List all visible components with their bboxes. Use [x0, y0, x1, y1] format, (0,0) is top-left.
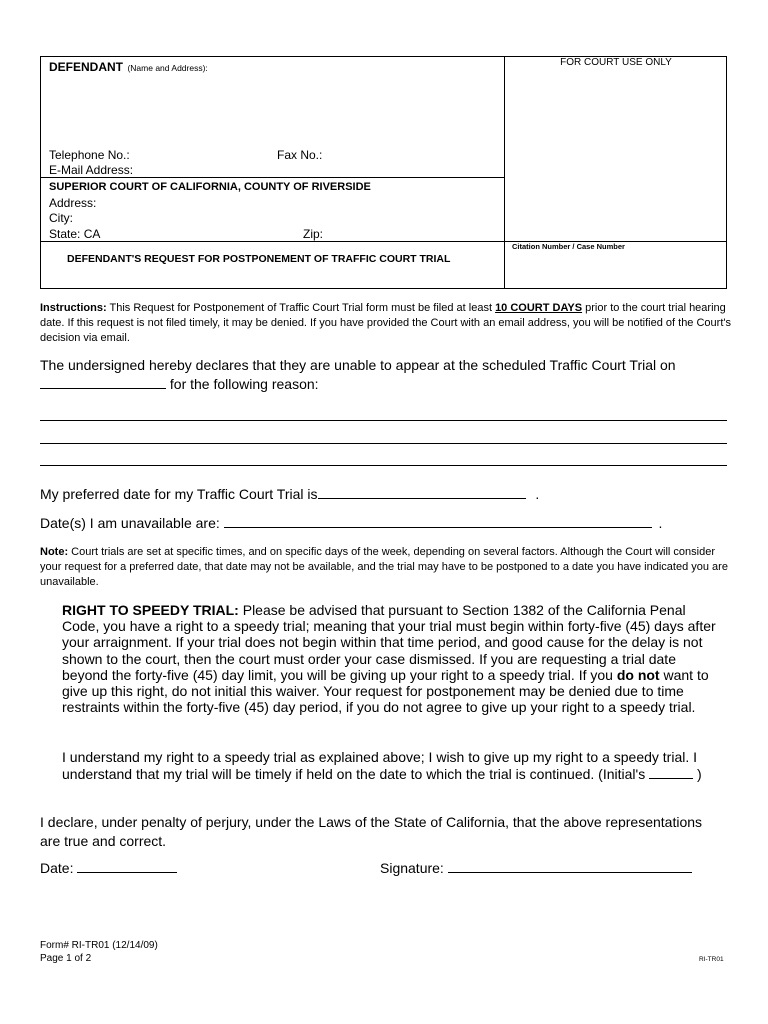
unavailable-dates-field[interactable] — [224, 515, 652, 528]
declaration-line-1: The undersigned hereby declares that they are unable to appear at the scheduled Traffic Court Trial on — [40, 357, 676, 373]
reason-line-3[interactable] — [40, 465, 727, 466]
preferred-date-end: . — [535, 486, 540, 502]
note-text: Court trials are set at specific times, and on specific days of the week, depending on several factors. Although the Court will consider your request for a preferred date, that date may not be available, and the trial may have to be postponed to a date you have indicated you are unavailable. — [40, 546, 728, 588]
unavailable-dates-label: Date(s) I am unavailable are: — [40, 515, 220, 531]
signature-row — [380, 860, 692, 877]
form-number: Form# RI-TR01 (12/14/09) — [40, 940, 158, 951]
header-divider-court — [40, 177, 504, 178]
court-name: SUPERIOR COURT OF CALIFORNIA, COUNTY OF RIVERSIDE — [49, 181, 371, 193]
defendant-label: DEFENDANT — [49, 60, 123, 74]
unavailable-dates-end: . — [658, 515, 663, 531]
form-code: RI-TR01 — [699, 956, 724, 963]
defendant-sub-label: (Name and Address): — [127, 63, 208, 73]
court-state-label: State: CA — [49, 227, 101, 241]
page-number: Page 1 of 2 — [40, 953, 92, 964]
court-address-label: Address: — [49, 196, 97, 210]
note-label: Note: — [40, 546, 69, 558]
header-divider-vertical — [504, 56, 505, 289]
citation-number-field[interactable] — [508, 252, 723, 286]
preferred-date-row — [40, 486, 539, 503]
declaration-line-2 — [40, 376, 319, 393]
preferred-date-label: My preferred date for my Traffic Court Trial is — [40, 486, 318, 502]
instructions-label: Instructions: — [40, 302, 107, 314]
unavailable-dates-row — [40, 515, 662, 532]
reason-line-1[interactable] — [40, 420, 727, 421]
signature-label: Signature: — [380, 860, 444, 876]
signature-field[interactable] — [448, 860, 692, 873]
telephone-label: Telephone No.: — [49, 148, 130, 162]
court-city-label: City: — [49, 211, 73, 225]
waiver-text: I understand my right to a speedy trial as explained above; I wish to give up my right to a speedy trial. I understand that my trial will be timely if held on the date to which the trial is continued. (Initial's — [62, 749, 698, 782]
preferred-date-field[interactable] — [318, 486, 526, 499]
note-paragraph — [40, 545, 730, 590]
speedy-trial-do-not: do not — [616, 666, 660, 683]
perjury-declaration: I declare, under penalty of perjury, under the Laws of the State of California, that the above representations are true and correct. — [40, 814, 703, 849]
defendant-name-address-field[interactable] — [48, 74, 500, 144]
instructions-deadline: 10 COURT DAYS — [495, 302, 583, 314]
speedy-trial-text-b: want to give up this right, do not initial this waiver. Your request for postponement may be denied due to time restraints within the forty-five (45) day period, if you do not agree to give up your right to a speedy trial. — [62, 666, 709, 716]
waiver-end: ) — [693, 766, 702, 782]
date-field[interactable] — [77, 860, 177, 873]
declaration-line-2-text: for the following reason: — [166, 376, 319, 392]
fax-label: Fax No.: — [277, 148, 323, 162]
instructions-paragraph — [40, 301, 740, 346]
email-label: E-Mail Address: — [49, 163, 134, 177]
waiver-paragraph — [62, 749, 717, 783]
date-row — [40, 860, 177, 877]
reason-line-2[interactable] — [40, 443, 727, 444]
speedy-trial-text-a: Please be advised that pursuant to Section 1382 of the California Penal Code, you have a right to a speedy trial; meaning that your trial must begin within forty-five (45) days after your arraignment. If your trial does not begin within that time period, and good cause for the delay is not shown to the court, then the court must order your case dismissed. If you are requesting a trial date beyond the forty-five (45) day limit, you will be giving up your right to a speedy trial. If you — [62, 602, 716, 683]
instructions-text-b: prior to the court trial hearing date. If this request is not filed timely, it may be denied. If you have provided the Court with an email address, you will be notified of the Court's decision via email. — [40, 302, 731, 344]
citation-number-label: Citation Number / Case Number — [512, 242, 625, 251]
court-use-only-label: FOR COURT USE ONLY — [560, 57, 672, 68]
speedy-trial-title: RIGHT TO SPEEDY TRIAL: — [62, 602, 239, 618]
trial-date-field[interactable] — [40, 376, 166, 389]
speedy-trial-paragraph — [62, 602, 722, 715]
form-title: DEFENDANT'S REQUEST FOR POSTPONEMENT OF TRAFFIC COURT TRIAL — [67, 253, 451, 265]
initials-field[interactable] — [649, 767, 693, 779]
instructions-text-a: This Request for Postponement of Traffic Court Trial form must be filed at least — [106, 302, 496, 314]
court-zip-label: Zip: — [303, 227, 324, 241]
date-label: Date: — [40, 860, 74, 876]
